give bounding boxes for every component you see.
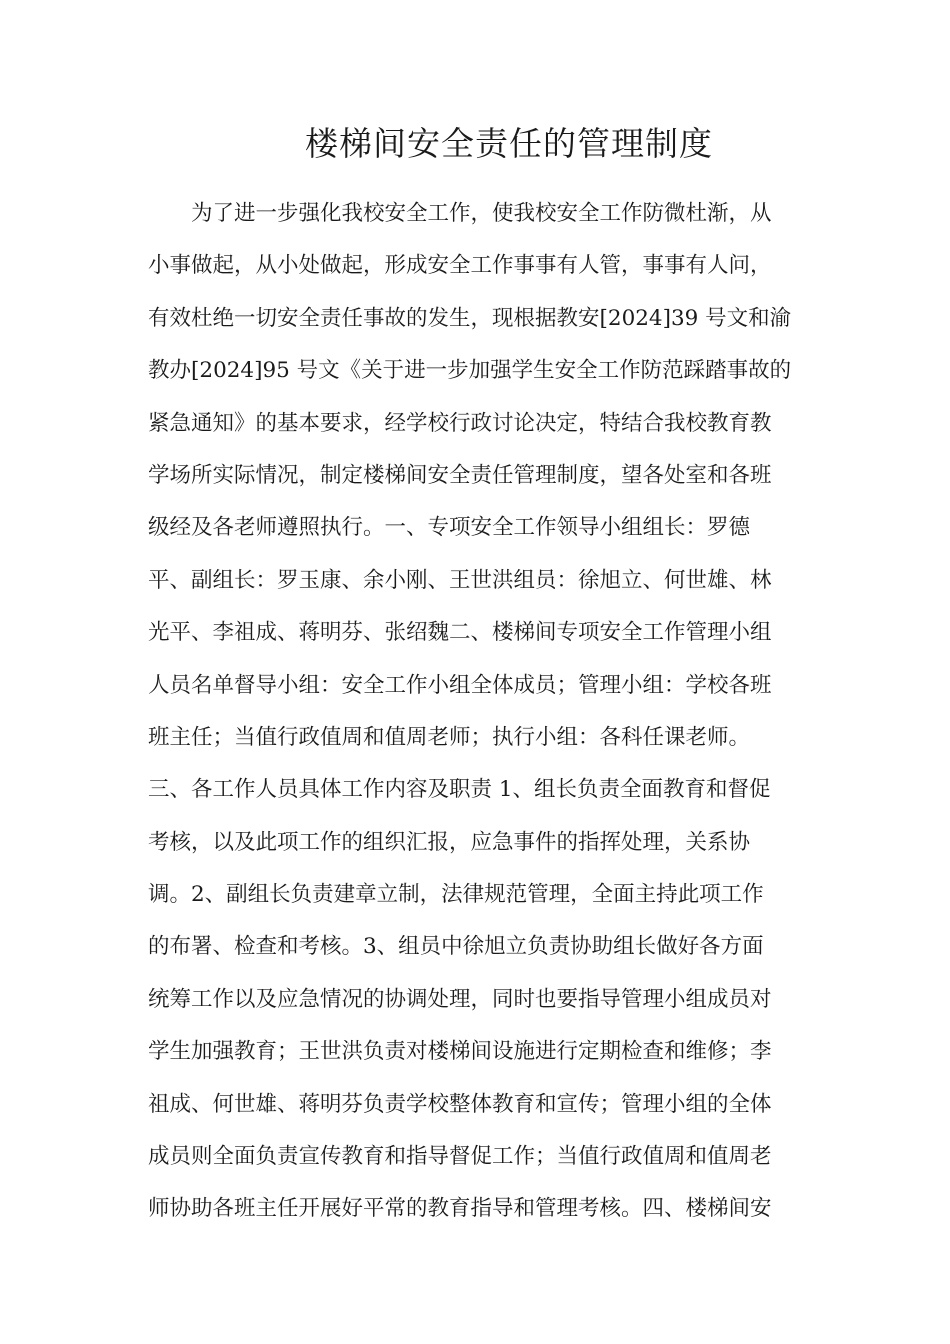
body-line: 祖成、何世雄、蒋明芬负责学校整体教育和宣传；管理小组的全体 <box>148 1091 772 1117</box>
body-line: 为了进一步强化我校安全工作，使我校安全工作防微杜渐，从 <box>191 201 772 226</box>
body-line: 有效杜绝一切安全责任事故的发生，现根据教安[2024]39 号文和渝 <box>148 305 792 331</box>
body-line: 调。2、副组长负责建章立制，法律规范管理，全面主持此项工作 <box>148 882 764 908</box>
body-line: 统筹工作以及应急情况的协调处理，同时也要指导管理小组成员对 <box>148 986 772 1012</box>
body-line: 级经及各老师遵照执行。一、专项安全工作领导小组组长：罗德 <box>148 515 751 541</box>
body-line: 三、各工作人员具体工作内容及职责 1、组长负责全面教育和督促 <box>148 777 771 803</box>
document-body <box>148 188 808 1236</box>
body-line: 学生加强教育；王世洪负责对楼梯间设施进行定期检查和维修；李 <box>148 1039 772 1065</box>
body-line: 学场所实际情况，制定楼梯间安全责任管理制度，望各处室和各班 <box>148 462 772 488</box>
body-line: 考核，以及此项工作的组织汇报，应急事件的指挥处理，关系协 <box>148 829 751 855</box>
body-line: 小事做起，从小处做起，形成安全工作事事有人管，事事有人问， <box>148 253 772 279</box>
body-line: 教办[2024]95 号文《关于进一步加强学生安全工作防范踩踏事故的 <box>148 358 792 384</box>
body-line: 人员名单督导小组：安全工作小组全体成员；管理小组：学校各班 <box>148 672 772 698</box>
body-line: 的布署、检查和考核。3、组员中徐旭立负责协助组长做好各方面 <box>148 934 764 960</box>
body-line: 师协助各班主任开展好平常的教育指导和管理考核。四、楼梯间安 <box>148 1196 772 1222</box>
body-line: 班主任；当值行政值周和值周老师；执行小组：各科任课老师。 <box>148 724 751 750</box>
body-line: 光平、李祖成、蒋明芬、张绍魏二、楼梯间专项安全工作管理小组 <box>148 620 772 646</box>
body-line: 成员则全面负责宣传教育和指导督促工作；当值行政值周和值周老 <box>148 1144 772 1170</box>
body-line: 平、副组长：罗玉康、余小刚、王世洪组员：徐旭立、何世雄、林 <box>148 567 772 593</box>
document-title: 楼梯间安全责任的管理制度 <box>305 124 713 163</box>
body-line: 紧急通知》的基本要求，经学校行政讨论决定，特结合我校教育教 <box>148 410 772 436</box>
